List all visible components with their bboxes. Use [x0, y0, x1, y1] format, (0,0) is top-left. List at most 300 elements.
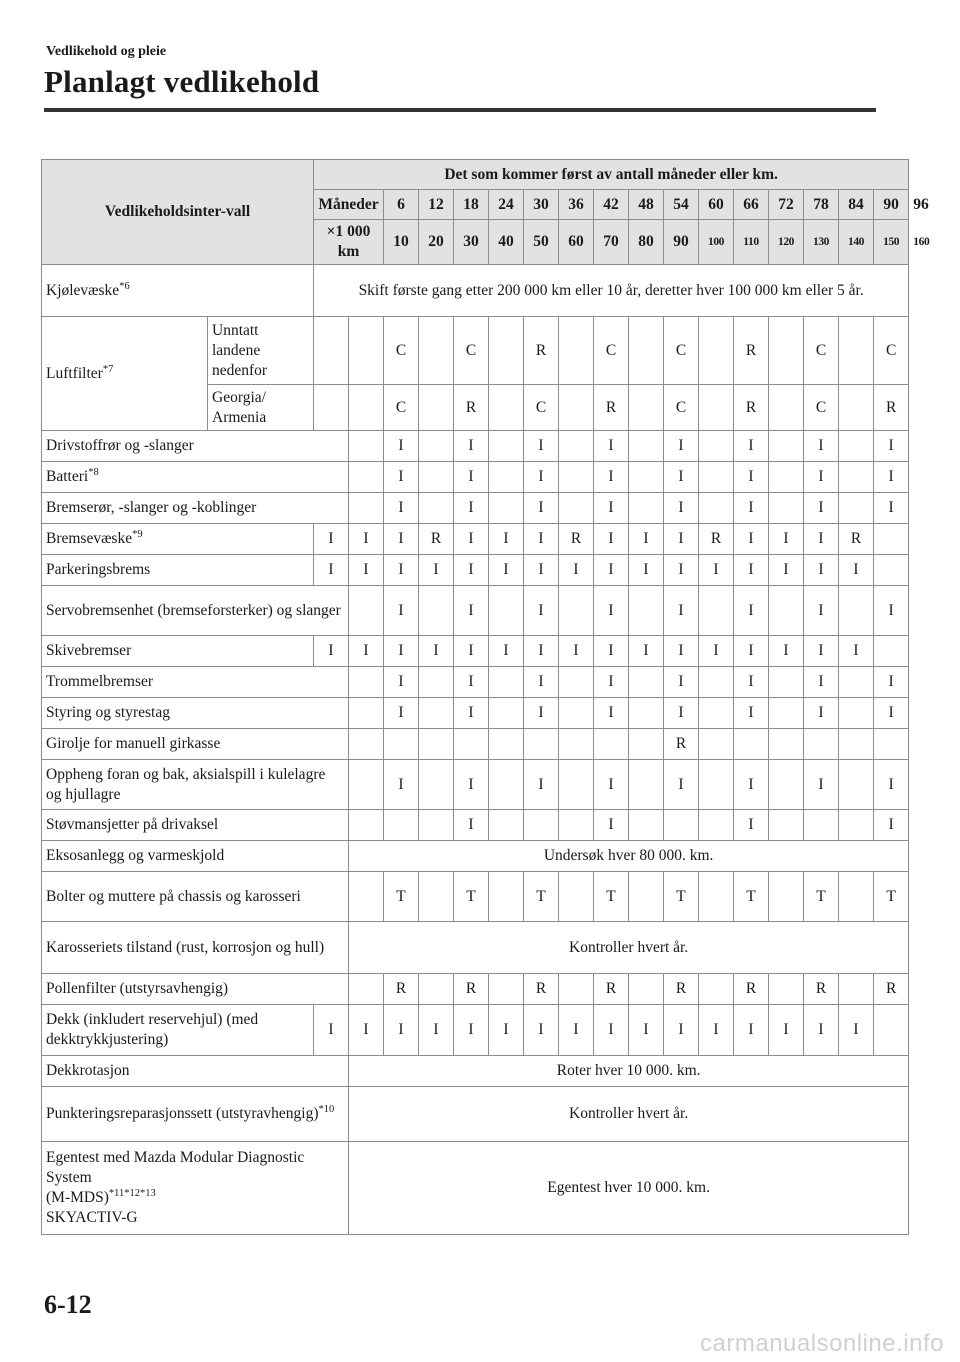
schedule-cell: [559, 810, 594, 841]
schedule-cell: [349, 729, 384, 760]
schedule-cell: [559, 431, 594, 462]
schedule-cell: I: [524, 555, 559, 586]
schedule-cell: I: [874, 810, 909, 841]
schedule-cell: C: [664, 385, 699, 431]
schedule-cell: [839, 431, 874, 462]
schedule-cell: [489, 760, 524, 810]
row-label: Bremserør, -slanger og -koblinger: [42, 493, 349, 524]
schedule-cell: I: [454, 760, 489, 810]
schedule-cell: I: [664, 760, 699, 810]
schedule-cell: [629, 431, 664, 462]
schedule-cell: I: [594, 555, 629, 586]
schedule-cell: [419, 493, 454, 524]
schedule-cell: I: [734, 760, 769, 810]
km-cell: 110: [734, 220, 769, 265]
schedule-cell: [559, 493, 594, 524]
schedule-cell: I: [804, 431, 839, 462]
month-cell: 60: [699, 190, 734, 220]
row-label: Støvmansjetter på drivaksel: [42, 810, 349, 841]
schedule-cell: I: [664, 698, 699, 729]
schedule-cell: [419, 431, 454, 462]
schedule-cell: I: [804, 760, 839, 810]
row-bremsevaske: [42, 524, 909, 555]
schedule-cell: [559, 385, 594, 431]
schedule-cell: [769, 872, 804, 922]
schedule-cell: I: [664, 555, 699, 586]
schedule-cell: I: [454, 524, 489, 555]
km-cell: 60: [559, 220, 594, 265]
schedule-cell: I: [454, 636, 489, 667]
months-label: Måneder: [314, 190, 384, 220]
maintenance-schedule-table: [41, 159, 930, 1235]
schedule-cell: I: [594, 462, 629, 493]
schedule-cell: C: [384, 385, 419, 431]
schedule-cell: I: [489, 636, 524, 667]
schedule-cell: [769, 385, 804, 431]
row-note-text: Kontroller hvert år.: [349, 1087, 909, 1142]
schedule-cell: I: [664, 586, 699, 636]
row-note-text: Egentest hver 10 000. km.: [349, 1142, 909, 1235]
schedule-cell: I: [559, 1005, 594, 1056]
schedule-cell: I: [629, 555, 664, 586]
schedule-cell: R: [594, 385, 629, 431]
schedule-cell: [419, 810, 454, 841]
schedule-cell: I: [594, 667, 629, 698]
schedule-cell: [839, 586, 874, 636]
schedule-cell: I: [734, 1005, 769, 1056]
schedule-cell: I: [524, 431, 559, 462]
schedule-cell: [769, 586, 804, 636]
schedule-cell: I: [349, 524, 384, 555]
schedule-cell: [314, 385, 349, 431]
km-cell: 140: [839, 220, 874, 265]
schedule-cell: I: [314, 636, 349, 667]
schedule-cell: I: [384, 760, 419, 810]
schedule-cell: C: [384, 317, 419, 385]
section-label: Vedlikehold og pleie: [46, 44, 167, 59]
row-label: Styring og styrestag: [42, 698, 349, 729]
schedule-cell: [769, 729, 804, 760]
schedule-cell: I: [804, 493, 839, 524]
schedule-cell: I: [699, 636, 734, 667]
schedule-cell: [629, 493, 664, 524]
schedule-cell: [419, 317, 454, 385]
schedule-cell: I: [874, 493, 909, 524]
row-label: Pollenfilter (utstyrsavhengig): [42, 974, 349, 1005]
schedule-cell: I: [874, 667, 909, 698]
row-label: Parkeringsbrems: [42, 555, 314, 586]
schedule-cell: T: [734, 872, 769, 922]
row-punktering: [42, 1087, 909, 1142]
schedule-cell: [734, 729, 769, 760]
schedule-cell: R: [664, 729, 699, 760]
schedule-cell: [629, 729, 664, 760]
schedule-cell: [419, 586, 454, 636]
schedule-cell: I: [384, 698, 419, 729]
schedule-cell: I: [769, 1005, 804, 1056]
schedule-cell: [804, 729, 839, 760]
schedule-cell: I: [699, 1005, 734, 1056]
schedule-cell: [419, 872, 454, 922]
schedule-cell: [769, 462, 804, 493]
schedule-cell: [454, 729, 489, 760]
schedule-cell: I: [734, 462, 769, 493]
schedule-cell: [349, 872, 384, 922]
schedule-cell: [769, 810, 804, 841]
month-cell: 72: [769, 190, 804, 220]
schedule-cell: [489, 317, 524, 385]
interval-span-caption: Det som kommer først av antall måneder eller km.: [314, 160, 909, 190]
schedule-cell: [489, 729, 524, 760]
schedule-cell: T: [664, 872, 699, 922]
schedule-cell: R: [734, 385, 769, 431]
schedule-cell: I: [874, 462, 909, 493]
schedule-cell: [699, 385, 734, 431]
schedule-cell: I: [384, 524, 419, 555]
schedule-cell: R: [384, 974, 419, 1005]
schedule-cell: [314, 317, 349, 385]
page-title: Planlagt vedlikehold: [44, 64, 320, 99]
schedule-cell: [839, 974, 874, 1005]
row-kjolevaske: [42, 265, 909, 317]
schedule-cell: [699, 586, 734, 636]
km-cell: 90: [664, 220, 699, 265]
schedule-cell: I: [874, 698, 909, 729]
row-egentest: [42, 1142, 909, 1235]
schedule-cell: I: [524, 524, 559, 555]
schedule-cell: [489, 462, 524, 493]
row-girolje: [42, 729, 909, 760]
row-label: Kjølevæske$^{*6}$: [42, 265, 314, 317]
km-cell: 70: [594, 220, 629, 265]
schedule-cell: I: [349, 555, 384, 586]
schedule-cell: I: [419, 636, 454, 667]
schedule-cell: T: [454, 872, 489, 922]
row-label: Batteri$^{*8}$: [42, 462, 349, 493]
schedule-cell: I: [769, 555, 804, 586]
schedule-cell: I: [594, 493, 629, 524]
km-label: ×1 000 km: [314, 220, 384, 265]
watermark-text: carmanualsonline.info: [700, 1330, 944, 1357]
schedule-cell: [419, 729, 454, 760]
schedule-cell: [559, 872, 594, 922]
schedule-cell: C: [804, 317, 839, 385]
schedule-cell: T: [874, 872, 909, 922]
page-number: 6-12: [44, 1290, 92, 1319]
schedule-cell: [629, 872, 664, 922]
schedule-cell: I: [839, 555, 874, 586]
month-cell: 84: [839, 190, 874, 220]
schedule-cell: R: [839, 524, 874, 555]
schedule-cell: R: [734, 317, 769, 385]
schedule-cell: [524, 810, 559, 841]
row-label: Luftfilter$^{*7}$: [42, 317, 208, 431]
schedule-cell: [839, 385, 874, 431]
schedule-cell: R: [804, 974, 839, 1005]
schedule-cell: [699, 317, 734, 385]
km-cell: 150: [874, 220, 909, 265]
row-trommel: [42, 667, 909, 698]
schedule-cell: [419, 760, 454, 810]
km-cell: 100: [699, 220, 734, 265]
schedule-cell: [559, 974, 594, 1005]
schedule-cell: [524, 729, 559, 760]
title-rule: [44, 108, 876, 112]
schedule-cell: [839, 667, 874, 698]
schedule-cell: I: [489, 555, 524, 586]
schedule-cell: [839, 317, 874, 385]
row-parkering: [42, 555, 909, 586]
schedule-cell: I: [349, 1005, 384, 1056]
schedule-cell: I: [384, 493, 419, 524]
row-label: Dekkrotasjon: [42, 1056, 349, 1087]
schedule-cell: [489, 586, 524, 636]
schedule-cell: T: [384, 872, 419, 922]
row-label: Bremsevæske$^{*9}$: [42, 524, 314, 555]
schedule-cell: [629, 760, 664, 810]
schedule-cell: I: [664, 524, 699, 555]
schedule-cell: [874, 729, 909, 760]
schedule-cell: T: [804, 872, 839, 922]
schedule-cell: I: [804, 1005, 839, 1056]
schedule-cell: I: [874, 586, 909, 636]
row-dekk: [42, 1005, 909, 1056]
interval-corner-header: Vedlikeholdsinter-vall: [42, 160, 314, 265]
month-cell: 18: [454, 190, 489, 220]
schedule-cell: R: [524, 317, 559, 385]
schedule-cell: I: [454, 698, 489, 729]
schedule-cell: I: [734, 667, 769, 698]
schedule-cell: [559, 317, 594, 385]
schedule-cell: I: [804, 555, 839, 586]
schedule-cell: [699, 810, 734, 841]
schedule-cell: [349, 431, 384, 462]
schedule-cell: [839, 462, 874, 493]
schedule-cell: I: [314, 1005, 349, 1056]
schedule-cell: [629, 586, 664, 636]
schedule-cell: I: [874, 431, 909, 462]
schedule-cell: I: [314, 555, 349, 586]
row-label: Drivstoffrør og -slanger: [42, 431, 349, 462]
schedule-cell: [419, 385, 454, 431]
row-label: Trommelbremser: [42, 667, 349, 698]
row-stovmansjetter: [42, 810, 909, 841]
schedule-cell: I: [349, 636, 384, 667]
row-dekkrotasjon: [42, 1056, 909, 1087]
schedule-cell: I: [384, 586, 419, 636]
month-cell: 36: [559, 190, 594, 220]
row-luftfilter: [42, 317, 909, 385]
km-cell: 50: [524, 220, 559, 265]
row-note-text: Kontroller hvert år.: [349, 922, 909, 974]
schedule-cell: I: [594, 810, 629, 841]
schedule-cell: [699, 493, 734, 524]
schedule-cell: R: [734, 974, 769, 1005]
schedule-cell: [489, 431, 524, 462]
row-note-text: Skift første gang etter 200 000 km eller 10 år, deretter hver 100 000 km eller 5 år.: [314, 265, 909, 317]
schedule-cell: I: [804, 524, 839, 555]
row-note-text: Undersøk hver 80 000. km.: [349, 841, 909, 872]
schedule-cell: I: [524, 493, 559, 524]
schedule-cell: I: [734, 555, 769, 586]
schedule-cell: [349, 698, 384, 729]
schedule-cell: I: [804, 636, 839, 667]
schedule-cell: [629, 698, 664, 729]
schedule-cell: I: [734, 493, 769, 524]
schedule-cell: I: [454, 1005, 489, 1056]
schedule-cell: C: [664, 317, 699, 385]
schedule-cell: I: [734, 810, 769, 841]
schedule-cell: I: [629, 636, 664, 667]
schedule-cell: R: [419, 524, 454, 555]
row-skive: [42, 636, 909, 667]
schedule-cell: [839, 493, 874, 524]
schedule-cell: [839, 729, 874, 760]
schedule-cell: R: [559, 524, 594, 555]
month-cell: 78: [804, 190, 839, 220]
schedule-cell: I: [524, 462, 559, 493]
schedule-cell: I: [384, 431, 419, 462]
row-label: Servobremsenhet (bremseforsterker) og slanger: [42, 586, 349, 636]
schedule-cell: [839, 698, 874, 729]
schedule-cell: I: [594, 760, 629, 810]
schedule-cell: I: [594, 1005, 629, 1056]
schedule-cell: T: [594, 872, 629, 922]
schedule-cell: [699, 462, 734, 493]
schedule-cell: R: [524, 974, 559, 1005]
schedule-cell: [349, 462, 384, 493]
schedule-cell: C: [874, 317, 909, 385]
schedule-cell: I: [594, 431, 629, 462]
schedule-cell: [629, 667, 664, 698]
schedule-cell: I: [594, 586, 629, 636]
schedule-cell: I: [594, 524, 629, 555]
schedule-cell: [699, 431, 734, 462]
km-cell: 20: [419, 220, 454, 265]
row-label: Skivebremser: [42, 636, 314, 667]
schedule-cell: [769, 317, 804, 385]
schedule-cell: [489, 667, 524, 698]
schedule-cell: I: [664, 667, 699, 698]
month-cell: 66: [734, 190, 769, 220]
month-cell: 90: [874, 190, 909, 220]
schedule-cell: I: [454, 586, 489, 636]
schedule-cell: R: [594, 974, 629, 1005]
schedule-cell: [349, 385, 384, 431]
schedule-cell: I: [804, 462, 839, 493]
month-cell: 42: [594, 190, 629, 220]
schedule-cell: I: [664, 493, 699, 524]
schedule-cell: [349, 586, 384, 636]
km-header-row: ×1 000 km 10 20 30 40 50 60 70 80 90 100 110 120 130 140 150 160: [42, 220, 909, 265]
schedule-cell: I: [839, 636, 874, 667]
month-cell: 6: [384, 190, 419, 220]
schedule-cell: [769, 493, 804, 524]
schedule-cell: I: [559, 636, 594, 667]
row-eksos: [42, 841, 909, 872]
schedule-cell: C: [804, 385, 839, 431]
month-cell: 24: [489, 190, 524, 220]
schedule-cell: I: [419, 1005, 454, 1056]
schedule-cell: [349, 493, 384, 524]
schedule-cell: [489, 974, 524, 1005]
schedule-cell: [559, 698, 594, 729]
row-batteri: [42, 462, 909, 493]
schedule-cell: [769, 698, 804, 729]
schedule-cell: I: [629, 1005, 664, 1056]
month-cell: 48: [629, 190, 664, 220]
schedule-cell: [874, 1005, 909, 1056]
row-bremseror: [42, 493, 909, 524]
km-cell: 30: [454, 220, 489, 265]
schedule-cell: [349, 667, 384, 698]
schedule-cell: I: [524, 586, 559, 636]
schedule-cell: I: [454, 493, 489, 524]
schedule-cell: I: [734, 636, 769, 667]
schedule-cell: [699, 698, 734, 729]
row-servo: [42, 586, 909, 636]
row-note-text: Roter hver 10 000. km.: [349, 1056, 909, 1087]
months-header-row: Måneder 6 12 18 24 30 36 42 48 54 60 66 72 78 84 90 96: [42, 190, 909, 220]
schedule-cell: I: [489, 1005, 524, 1056]
schedule-cell: R: [664, 974, 699, 1005]
schedule-cell: R: [699, 524, 734, 555]
row-label: Girolje for manuell girkasse: [42, 729, 349, 760]
schedule-cell: [629, 810, 664, 841]
schedule-cell: [419, 462, 454, 493]
row-bolter: [42, 872, 909, 922]
km-cell: 120: [769, 220, 804, 265]
schedule-cell: [419, 667, 454, 698]
schedule-cell: [664, 810, 699, 841]
schedule-cell: R: [874, 974, 909, 1005]
schedule-cell: I: [664, 1005, 699, 1056]
schedule-cell: R: [874, 385, 909, 431]
schedule-cell: I: [384, 636, 419, 667]
schedule-cell: [489, 872, 524, 922]
schedule-cell: I: [454, 462, 489, 493]
schedule-cell: I: [734, 586, 769, 636]
row-karosseri: [42, 922, 909, 974]
month-cell: 30: [524, 190, 559, 220]
schedule-cell: I: [419, 555, 454, 586]
schedule-cell: I: [454, 555, 489, 586]
schedule-cell: [699, 974, 734, 1005]
schedule-cell: C: [524, 385, 559, 431]
schedule-cell: [384, 810, 419, 841]
schedule-cell: [839, 760, 874, 810]
month-cell: 12: [419, 190, 454, 220]
schedule-cell: R: [454, 974, 489, 1005]
schedule-cell: I: [454, 667, 489, 698]
schedule-cell: I: [384, 667, 419, 698]
schedule-cell: [699, 729, 734, 760]
km-cell: 40: [489, 220, 524, 265]
schedule-cell: I: [664, 431, 699, 462]
schedule-cell: [559, 729, 594, 760]
schedule-cell: I: [559, 555, 594, 586]
schedule-cell: [874, 636, 909, 667]
schedule-cell: C: [594, 317, 629, 385]
schedule-cell: [699, 667, 734, 698]
row-label: Dekk (inkludert reservehjul) (med dekktrykkjustering): [42, 1005, 314, 1056]
schedule-cell: [419, 698, 454, 729]
schedule-cell: I: [314, 524, 349, 555]
schedule-cell: [699, 760, 734, 810]
schedule-cell: I: [384, 1005, 419, 1056]
km-cell: 10: [384, 220, 419, 265]
km-cell: 80: [629, 220, 664, 265]
